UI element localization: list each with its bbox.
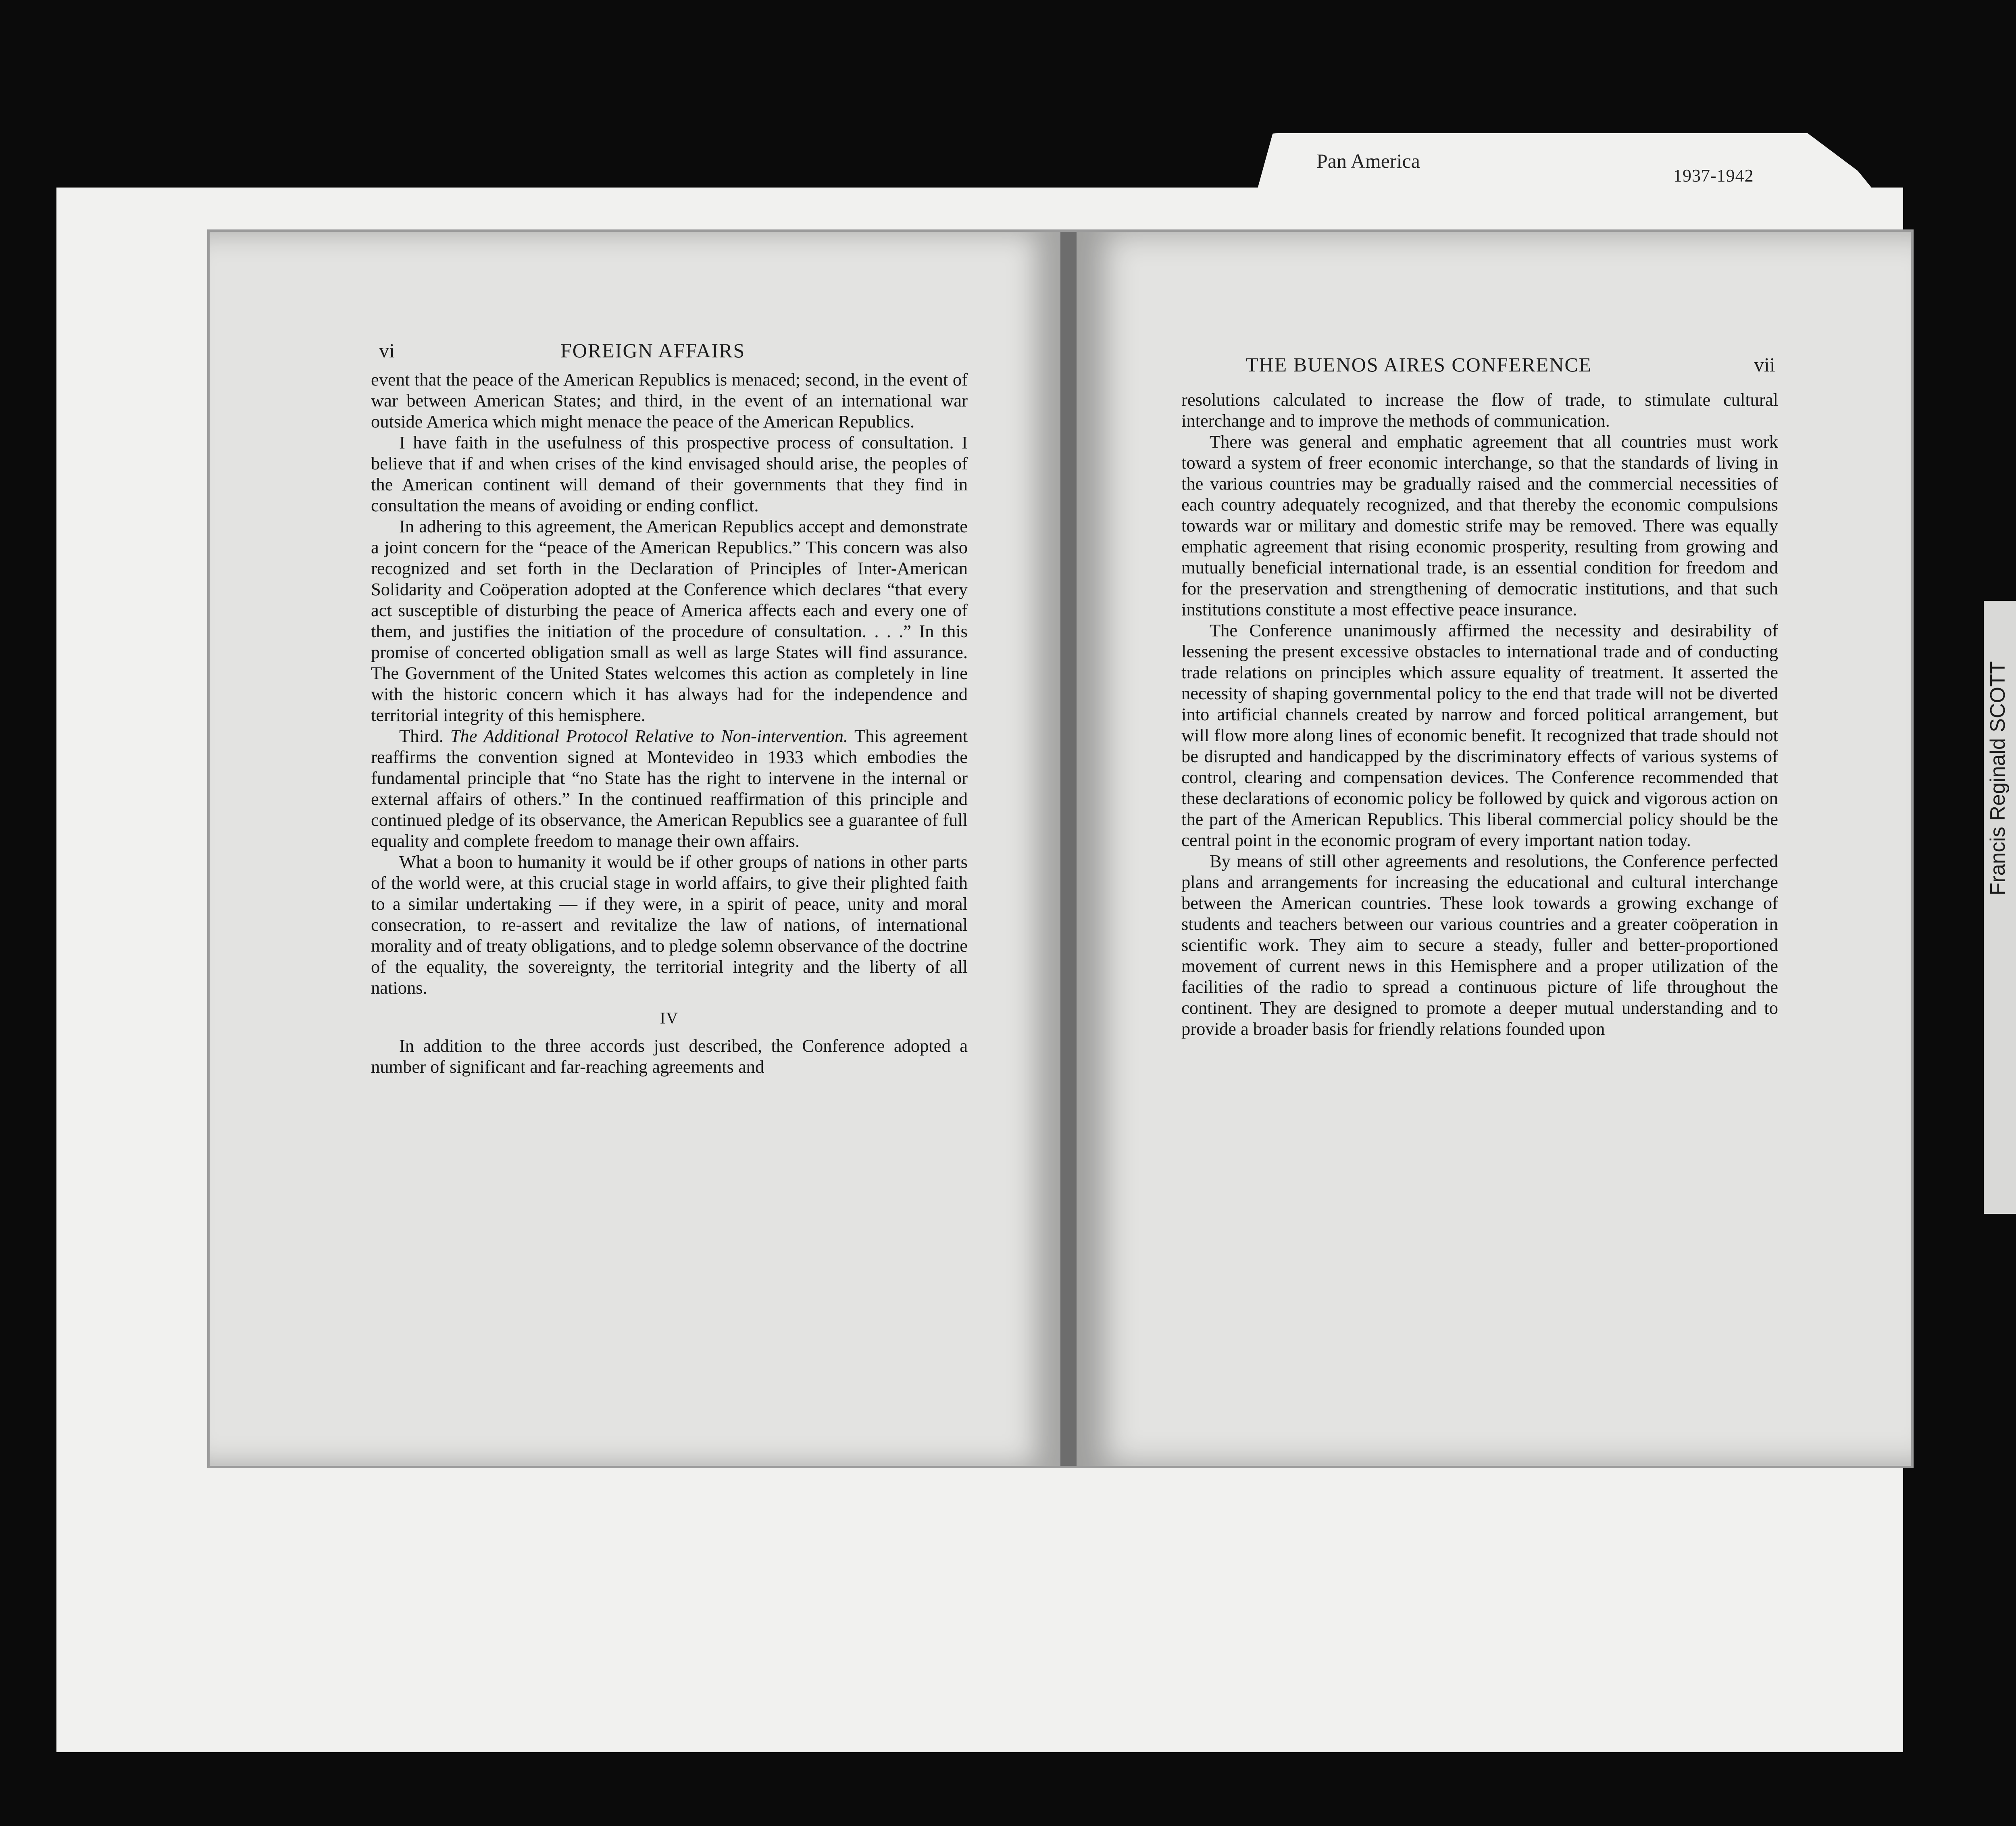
right-paragraph-continued: resolutions calculated to increase the flow of trade, to stimulate cultural interchange and to improve the methods of communication. — [1181, 390, 1778, 431]
left-page-text — [371, 369, 968, 1077]
open-booklet — [210, 232, 1911, 1466]
left-paragraph-final: In addition to the three accords just described, the Conference adopted a number of significant and far-reaching agreements and — [371, 1036, 968, 1077]
third-lead: Third. — [399, 726, 444, 746]
left-paragraph-1: event that the peace of the American Republics is menaced; second, in the event of war between American States; and third, in the event of an international war outside America which might menace the peace of the American Republics. — [371, 369, 968, 431]
left-page-number: vi — [379, 339, 395, 362]
archive-fonds-name: Francis Reginald SCOTT — [1986, 661, 2010, 896]
left-paragraph-boon: What a boon to humanity it would be if other groups of nations in other parts of the world were, at this crucial stage in world affairs, to give their plighted faith to a similar undertaking — if they were, in a spirit of peace, unity and moral consecration, to re-assert and revitalize the law of nations, of international morality and of treaty obligations, and to pledge solemn observance of the doctrine of the equality, the sovereignty, the territorial integrity and the liberty of all nations. — [371, 852, 968, 998]
left-page — [210, 232, 1060, 1466]
folder-tab-years: 1937-1942 — [1673, 166, 1754, 186]
right-paragraph-3: By means of still other agreements and resolutions, the Conference perfected plans and arrangements for increasing the educational and cultural interchange between the American countries. These look towards a growing exchange of students and teachers between our various countries and a greater coöperation in scientific work. They aim to secure a steady, fuller and better-proportioned movement of current news in this Hemisphere and a proper utilization of the facilities of the radio to spread a continuous picture of life throughout the continent. They are designed to promote a deeper mutual understanding and to provide a broader basis for friendly relations founded upon — [1181, 851, 1778, 1039]
right-paragraph-1: There was general and emphatic agreement that all countries must work toward a system of freer economic interchange, so that the standards of living in the various countries may be gradually raised and the commercial necessities of each country adequately recognized, and that thereby the economic compulsions towards war or military and domestic strife may be removed. There was equally emphatic agreement that rising economic prosperity, resulting from growing and mutually beneficial international trade, is an essential condition for freedom and for the preservation and strengthening of democratic institutions, and that such institutions constitute a most effective peace insurance. — [1181, 431, 1778, 619]
third-body: This agreement reaffirms the convention signed at Montevideo in 1933 which embodies the fundamental principle that “no State has the right to intervene in the internal or external affairs of others.” In the continued reaffirmation of this principle and continued pledge of its observance, the American Republics see a guarantee of full equality and complete freedom to manage their own affairs. — [371, 726, 968, 851]
left-paragraph-third — [371, 725, 968, 851]
book-gutter — [1060, 232, 1077, 1466]
folder-tab-title: Pan America — [1316, 150, 1420, 172]
left-paragraph-2: I have faith in the usefulness of this prospective process of consultation. I believe that if and when crises of the kind envisaged should arise, the peoples of the American continent will demand of their governments that they find in consultation the means of avoiding or ending conflict. — [371, 432, 968, 515]
archive-slip-text — [1986, 476, 2016, 1081]
right-page-text — [1181, 389, 1778, 1039]
third-title: The Additional Protocol Relative to Non-intervention. — [450, 726, 848, 746]
right-running-head: THE BUENOS AIRES CONFERENCE — [1246, 353, 1592, 376]
right-page — [1077, 232, 1911, 1466]
left-running-head: FOREIGN AFFAIRS — [560, 339, 746, 362]
left-paragraph-3: In adhering to this agreement, the American Republics accept and demonstrate a joint concern for the “peace of the American Republics.” This concern was also recognized and set forth in the Declaration of Principles of Inter-American Solidarity and Coöperation adopted at the Conference which declares “that every act susceptible of disturbing the peace of America affects each and every one of them, and justifies the initiation of the procedure of consultation. . . .” In this promise of concerted obligation small as well as large States will find assurance. The Government of the United States welcomes this action as completely in line with the historic concern which it has always had for the independence and territorial integrity of this hemisphere. — [371, 516, 968, 725]
section-number: IV — [660, 1009, 679, 1027]
right-paragraph-2: The Conference unanimously affirmed the necessity and desirability of lessening the present excessive obstacles to international trade and of conducting trade relations on principles which assure equality of treatment. It asserted the necessity of shaping governmental policy to the end that trade will not be diverted into artificial channels created by narrow and forced political arrangement, but will flow more along lines of economic benefit. It recognized that trade should not be disrupted and handicapped by the discriminatory effects of various systems of control, clearing and compensation devices. The Conference recommended that these declarations of economic policy be followed by quick and vigorous action on the part of the American Republics. This liberal commercial policy should be the central point in the economic program of every important nation today. — [1181, 620, 1778, 850]
right-page-number: vii — [1754, 353, 1775, 376]
